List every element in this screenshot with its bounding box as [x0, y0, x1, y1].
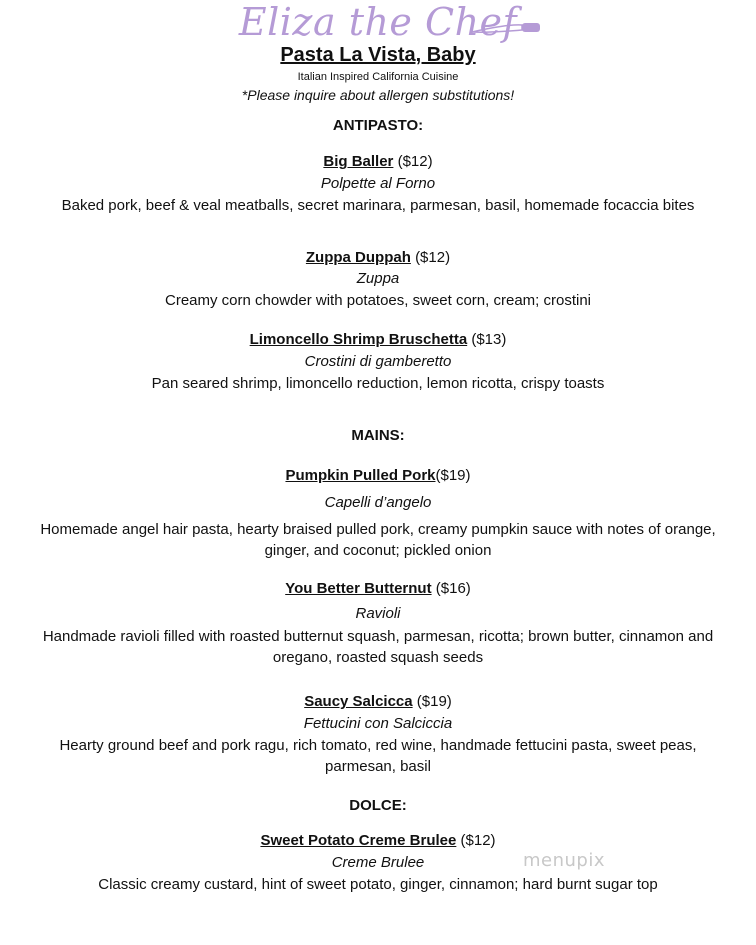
item-description: Pan seared shrimp, limoncello reduction, lemon ricotta, crispy toasts — [151, 375, 605, 392]
chef-knife-icon — [470, 18, 542, 40]
section-antipasto: ANTIPASTO: — [332, 117, 424, 134]
item-name-line — [0, 331, 756, 348]
item-subtitle: Zuppa — [356, 270, 400, 287]
item-subtitle: Creme Brulee — [331, 854, 425, 871]
item-subtitle: Capelli d’angelo — [324, 494, 432, 511]
item-subtitle: Fettucini con Salciccia — [303, 715, 453, 732]
item-description: Baked pork, beef & veal meatballs, secret marinara, parmesan, basil, homemade focaccia bites — [61, 197, 695, 214]
allergen-notice: *Please inquire about allergen substitutions! — [241, 87, 515, 103]
menu-title: Pasta La Vista, Baby — [280, 44, 476, 66]
item-price: ($12) — [460, 832, 496, 849]
item-price: ($13) — [471, 331, 507, 348]
item-description: Homemade angel hair pasta, hearty braised pulled pork, creamy pumpkin sauce with notes of orange, ginger, and coconut; pickled onion — [40, 521, 716, 559]
item-price: ($12) — [415, 249, 451, 266]
item-subtitle: Polpette al Forno — [320, 175, 436, 192]
item-name: You Better Butternut — [285, 580, 432, 597]
watermark: menupix — [523, 850, 606, 871]
item-name-line — [0, 467, 756, 484]
item-name-line — [0, 693, 756, 710]
item-description: Creamy corn chowder with potatoes, sweet corn, cream; crostini — [165, 292, 591, 309]
item-description: Classic creamy custard, hint of sweet potato, ginger, cinnamon; hard burnt sugar top — [98, 876, 658, 893]
item-price: ($19) — [435, 467, 471, 484]
item-name: Big Baller — [323, 153, 394, 170]
item-price: ($12) — [397, 153, 433, 170]
item-name: Pumpkin Pulled Pork — [285, 467, 436, 484]
section-dolce: DOLCE: — [349, 797, 407, 814]
item-name-line — [0, 153, 756, 170]
menu-subtitle: Italian Inspired California Cuisine — [297, 71, 459, 83]
item-subtitle: Ravioli — [355, 605, 401, 622]
item-price: ($19) — [416, 693, 452, 710]
item-description: Handmade ravioli filled with roasted butternut squash, parmesan, ricotta; brown butter, cinnamon and oregano, roasted squash seeds — [42, 628, 714, 666]
item-name-line — [0, 249, 756, 266]
section-mains: MAINS: — [351, 427, 405, 444]
item-name: Sweet Potato Creme Brulee — [260, 832, 457, 849]
item-name-line — [0, 580, 756, 597]
item-subtitle: Crostini di gamberetto — [304, 353, 452, 370]
item-name: Saucy Salcicca — [304, 693, 413, 710]
item-name: Limoncello Shrimp Bruschetta — [249, 331, 468, 348]
item-name-line — [0, 832, 756, 849]
item-price: ($16) — [435, 580, 471, 597]
logo: Eliza the Chef — [238, 0, 518, 44]
item-description: Hearty ground beef and pork ragu, rich tomato, red wine, handmade fettucini pasta, sweet peas, parmesan, basil — [59, 737, 697, 775]
item-name: Zuppa Duppah — [305, 249, 411, 266]
